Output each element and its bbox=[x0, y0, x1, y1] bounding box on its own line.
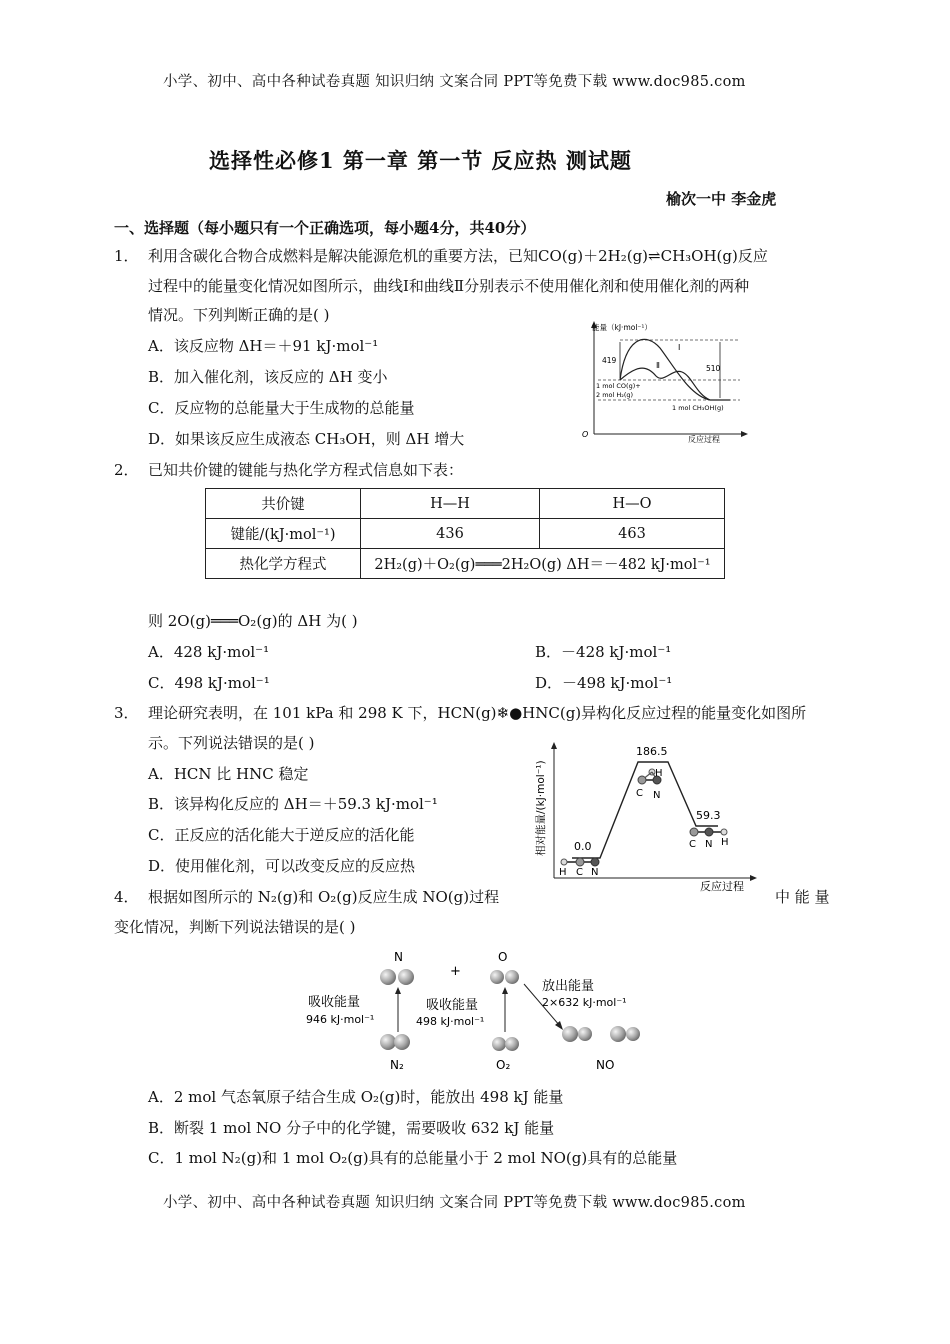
table-row bbox=[206, 549, 725, 579]
q3-option-c: C．正反应的活化能大于逆反应的活化能 bbox=[148, 826, 415, 844]
hcn-c-atom bbox=[576, 858, 584, 866]
n-label: N bbox=[394, 950, 403, 964]
q2-number: 2． bbox=[114, 461, 139, 479]
arrow-n2-head bbox=[395, 987, 401, 994]
o-atom bbox=[505, 970, 519, 984]
q1-option-c: C．反应物的总能量大于生成物的总能量 bbox=[148, 399, 415, 417]
q1-value-510: 510 bbox=[706, 364, 721, 373]
table-header-cell: 共价键 bbox=[206, 489, 361, 519]
table-row bbox=[206, 489, 725, 519]
energy-498: 498 kJ·mol⁻¹ bbox=[416, 1015, 485, 1028]
q4-option-b: B．断裂 1 mol NO 分子中的化学键，需要吸收 632 kJ 能量 bbox=[148, 1119, 555, 1137]
hcn-h-atom bbox=[561, 859, 567, 865]
q2-option-d: D．－498 kJ·mol⁻¹ bbox=[535, 674, 673, 692]
no-atom bbox=[578, 1027, 592, 1041]
ts-n-label: N bbox=[653, 790, 661, 801]
page-header: 小学、初中、高中各种试卷真题 知识归纳 文案合同 PPT等免费下载 www.doc985.com bbox=[163, 74, 746, 90]
q1-option-d: D．如果该反应生成液态 CH₃OH，则 ΔH 增大 bbox=[148, 430, 465, 448]
table-cell: 热化学方程式 bbox=[206, 549, 361, 579]
release-energy: 放出能量 bbox=[542, 979, 595, 994]
table-cell: 键能/(kJ·mol⁻¹) bbox=[206, 519, 361, 549]
n2-atom bbox=[394, 1034, 410, 1050]
q2-option-c: C．498 kJ·mol⁻¹ bbox=[148, 674, 270, 692]
q1-ylabel: 能量（kJ·mol⁻¹） bbox=[592, 323, 652, 332]
q3-number: 3． bbox=[114, 704, 139, 722]
table-header-cell: H—O bbox=[540, 489, 725, 519]
hnc-h-label: H bbox=[721, 837, 729, 848]
energy-632: 2×632 kJ·mol⁻¹ bbox=[542, 996, 627, 1009]
table-row bbox=[206, 519, 725, 549]
hnc-n-label: N bbox=[705, 839, 713, 850]
hnc-c-atom bbox=[690, 828, 698, 836]
arrow-o2-head bbox=[502, 987, 508, 994]
q3-xlabel: 反应过程 bbox=[700, 880, 744, 893]
n2-label: N₂ bbox=[390, 1058, 404, 1072]
q4-energy-figure bbox=[302, 944, 662, 1076]
table-cell: 463 bbox=[540, 519, 725, 549]
o-label: O bbox=[498, 950, 508, 964]
q3-option-a: A．HCN 比 HNC 稳定 bbox=[148, 765, 309, 783]
arrow-release-head bbox=[555, 1021, 563, 1030]
n-atom bbox=[380, 969, 396, 985]
hcn-h-label: H bbox=[559, 867, 567, 878]
o2-atom bbox=[505, 1037, 519, 1051]
hcn-c-label: C bbox=[576, 867, 583, 878]
q1-energy-diagram bbox=[580, 318, 750, 446]
page-footer: 小学、初中、高中各种试卷真题 知识归纳 文案合同 PPT等免费下载 www.doc985.com bbox=[163, 1195, 746, 1211]
q1-option-b: B．加入催化剂，该反应的 ΔH 变小 bbox=[148, 368, 388, 386]
bond-energy-table bbox=[205, 488, 725, 579]
energy-946: 946 kJ·mol⁻¹ bbox=[306, 1013, 375, 1026]
plus-sign: + bbox=[450, 964, 461, 979]
table-header-cell: H—H bbox=[361, 489, 540, 519]
q1-curve-2-label: Ⅱ bbox=[656, 361, 660, 370]
q1-xlabel: 反应过程 bbox=[688, 435, 720, 444]
q4-line1: 根据如图所示的 N₂(g)和 O₂(g)反应生成 NO(g)过程 bbox=[148, 888, 500, 906]
q1-line2: 过程中的能量变化情况如图所示，曲线Ⅰ和曲线Ⅱ分别表示不使用催化剂和使用催化剂的两种 bbox=[148, 277, 750, 295]
o2-atom bbox=[492, 1037, 506, 1051]
q3-value-186: 186.5 bbox=[636, 745, 668, 758]
q3-option-d: D．使用催化剂，可以改变反应的反应热 bbox=[148, 857, 416, 875]
no-label: NO bbox=[596, 1058, 615, 1072]
no-atom bbox=[626, 1027, 640, 1041]
q4-number: 4． bbox=[114, 888, 139, 906]
q4-option-c: C．1 mol N₂(g)和 1 mol O₂(g)具有的总能量小于 2 mol NO(g)具有的总能量 bbox=[148, 1149, 678, 1167]
q2-ask: 则 2O(g)═══O₂(g)的 ΔH 为( ) bbox=[148, 612, 358, 630]
q1-origin: O bbox=[582, 430, 589, 439]
q1-x-arrow bbox=[741, 431, 748, 437]
q3-line2: 示。下列说法错误的是( ) bbox=[148, 734, 315, 752]
q3-y-arrow bbox=[551, 742, 557, 749]
q1-value-419: 419 bbox=[602, 356, 617, 365]
author: 榆次一中 李金虎 bbox=[666, 190, 777, 208]
q1-number: 1． bbox=[114, 247, 139, 265]
q3-energy-diagram bbox=[528, 738, 763, 896]
n-atom bbox=[398, 969, 414, 985]
q2-option-a: A．428 kJ·mol⁻¹ bbox=[148, 643, 270, 661]
absorb-energy-2: 吸收能量 bbox=[426, 998, 479, 1013]
ts-c-label: C bbox=[636, 788, 643, 799]
q1-reactant-1: 1 mol CO(g)+ bbox=[596, 382, 641, 390]
q4-line2: 变化情况，判断下列说法错误的是( ) bbox=[114, 918, 356, 936]
hnc-c-label: C bbox=[689, 839, 696, 850]
q4-line1-end: 中 能 量 bbox=[775, 888, 830, 906]
q3-value-0: 0.0 bbox=[574, 840, 592, 853]
q1-line3: 情况。下列判断正确的是( ) bbox=[148, 306, 330, 324]
ts-h-label: H bbox=[655, 768, 663, 779]
o2-label: O₂ bbox=[496, 1058, 511, 1072]
table-cell: 2H₂(g)＋O₂(g)═══2H₂O(g) ΔH＝－482 kJ·mol⁻¹ bbox=[361, 549, 725, 579]
no-atom bbox=[562, 1026, 578, 1042]
q3-option-b: B．该异构化反应的 ΔH＝＋59.3 kJ·mol⁻¹ bbox=[148, 795, 438, 813]
hcn-n-label: N bbox=[591, 867, 599, 878]
table-cell: 436 bbox=[361, 519, 540, 549]
hnc-h-atom bbox=[721, 829, 727, 835]
hcn-n-atom bbox=[591, 858, 599, 866]
q3-value-59: 59.3 bbox=[696, 809, 721, 822]
q3-line1: 理论研究表明，在 101 kPa 和 298 K 下，HCN(g)❄●HNC(g)异构化反应过程的能量变化如图所 bbox=[148, 704, 807, 722]
q4-option-a: A．2 mol 气态氧原子结合生成 O₂(g)时，能放出 498 kJ 能量 bbox=[148, 1088, 564, 1106]
absorb-energy-1: 吸收能量 bbox=[308, 995, 361, 1010]
q1-option-a: A．该反应物 ΔH＝＋91 kJ·mol⁻¹ bbox=[148, 337, 379, 355]
q2-stem: 已知共价键的键能与热化学方程式信息如下表： bbox=[148, 461, 464, 479]
o-atom bbox=[490, 970, 504, 984]
q3-x-arrow bbox=[750, 875, 757, 881]
ts-c-atom bbox=[638, 776, 646, 784]
no-atom bbox=[610, 1026, 626, 1042]
section-heading: 一、选择题（每小题只有一个正确选项，每小题4分，共40分） bbox=[114, 219, 536, 237]
q2-option-b: B．－428 kJ·mol⁻¹ bbox=[535, 643, 672, 661]
q1-reactant-2: 2 mol H₂(g) bbox=[596, 391, 634, 399]
q1-curve-1-label: Ⅰ bbox=[678, 343, 681, 352]
q1-product: 1 mol CH₃OH(g) bbox=[672, 404, 724, 412]
q1-line1: 利用含碳化合物合成燃料是解决能源危机的重要方法，已知CO(g)＋2H₂(g)⇌CH₃OH(g)反应 bbox=[148, 247, 768, 265]
n2-atom bbox=[380, 1034, 396, 1050]
q3-ylabel: 相对能量/(kJ·mol⁻¹) bbox=[535, 760, 547, 856]
hnc-n-atom bbox=[705, 828, 713, 836]
page-title: 选择性必修1 第一章 第一节 反应热 测试题 bbox=[209, 148, 632, 173]
